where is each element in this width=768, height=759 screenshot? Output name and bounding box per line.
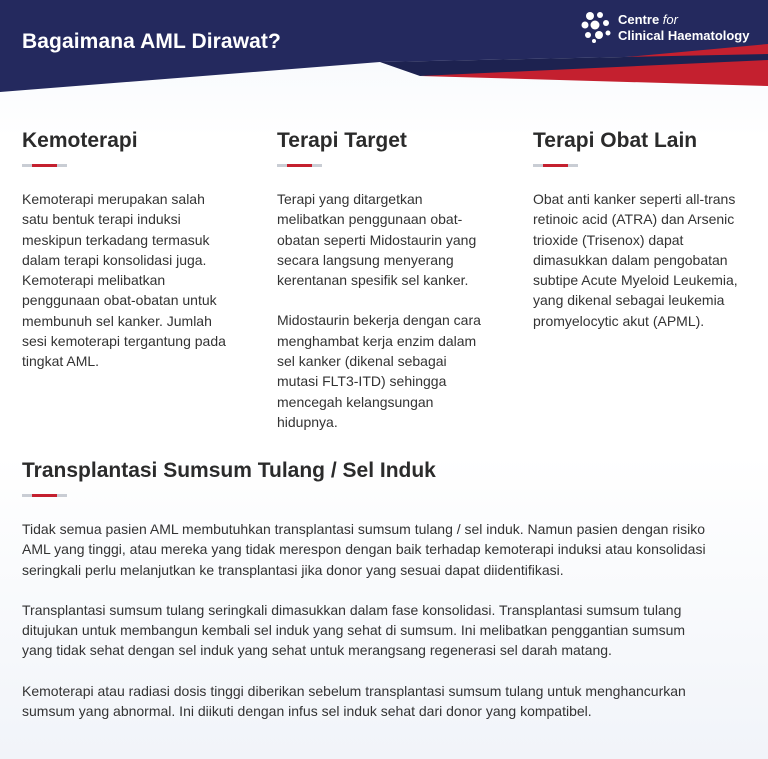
brand-name-line2: Clinical Haematology xyxy=(618,28,750,43)
column-title: Kemoterapi xyxy=(22,129,138,152)
column-paragraph: Obat anti kanker seperti all-trans retinoic acid (ATRA) dan Arsenic trioxide (Trisenox) dapat dimasukkan dalam pengobatan subtipe Acute Myeloid Leukemia, yang dikenal sebagai leukemia promyelocytic akut (APML). xyxy=(533,191,738,329)
column-terapi-target xyxy=(277,128,502,432)
section-transplantasi xyxy=(22,458,752,721)
section-title: Transplantasi Sumsum Tulang / Sel Induk xyxy=(22,459,436,482)
column-terapi-obat-lain xyxy=(533,128,758,331)
title-underline xyxy=(533,164,578,167)
column-paragraph: Midostaurin bekerja dengan cara menghambat kerja enzim dalam sel kanker (dikenal sebagai mutasi FLT3-ITD) sehingga mencegah kelangsungan hidupnya. xyxy=(277,312,481,430)
column-title: Terapi Target xyxy=(277,129,407,152)
page-title: Bagaimana AML Dirawat? xyxy=(22,30,281,53)
section-paragraph: Transplantasi sumsum tulang seringkali dimasukkan dalam fase konsolidasi. Transplantasi sumsum tulang ditujukan untuk membangun kembali sel induk yang sehat di sumsum. Ini melibatkan penggantian sumsum yang tidak sehat dengan sel induk yang sehat untuk merangsang regenerasi sel darah matang. xyxy=(22,601,686,659)
column-paragraph: Terapi yang ditargetkan melibatkan penggunaan obat- obatan seperti Midostaurin yang secara langsung menyerang kerentanan spesifik sel kanker. xyxy=(277,191,477,289)
molecule-logo-icon xyxy=(580,10,614,44)
brand-logo-block xyxy=(580,10,760,46)
title-underline xyxy=(277,164,322,167)
section-paragraph: Tidak semua pasien AML membutuhkan transplantasi sumsum tulang / sel induk. Namun pasien dengan risiko AML yang tinggi, atau mereka yang tidak merespon dengan baik terhadap kemoterapi induksi atau konsolidasi seringkali perlu melanjutkan ke transplantasi jika donor yang sesuai dapat diidentifikasi. xyxy=(22,521,706,578)
brand-name-line1: Centre for xyxy=(618,12,678,27)
title-underline xyxy=(22,494,67,497)
column-paragraph: Kemoterapi merupakan salah satu bentuk terapi induksi meskipun terkadang termasuk dalam terapi konsolidasi juga. Kemoterapi melibatkan penggunaan obat-obatan untuk membunuh sel kanker. Jumlah sesi kemoterapi tergantung pada tingkat AML. xyxy=(22,191,226,370)
column-kemoterapi xyxy=(22,128,247,372)
section-paragraph: Kemoterapi atau radiasi dosis tinggi diberikan sebelum transplantasi sumsum tulang untuk menghancurkan sumsum yang abnormal. Ini diikuti dengan infus sel induk sehat dari donor yang kompatibel. xyxy=(22,682,686,720)
title-underline xyxy=(22,164,67,167)
column-title: Terapi Obat Lain xyxy=(533,129,698,152)
header-banner xyxy=(0,0,768,100)
